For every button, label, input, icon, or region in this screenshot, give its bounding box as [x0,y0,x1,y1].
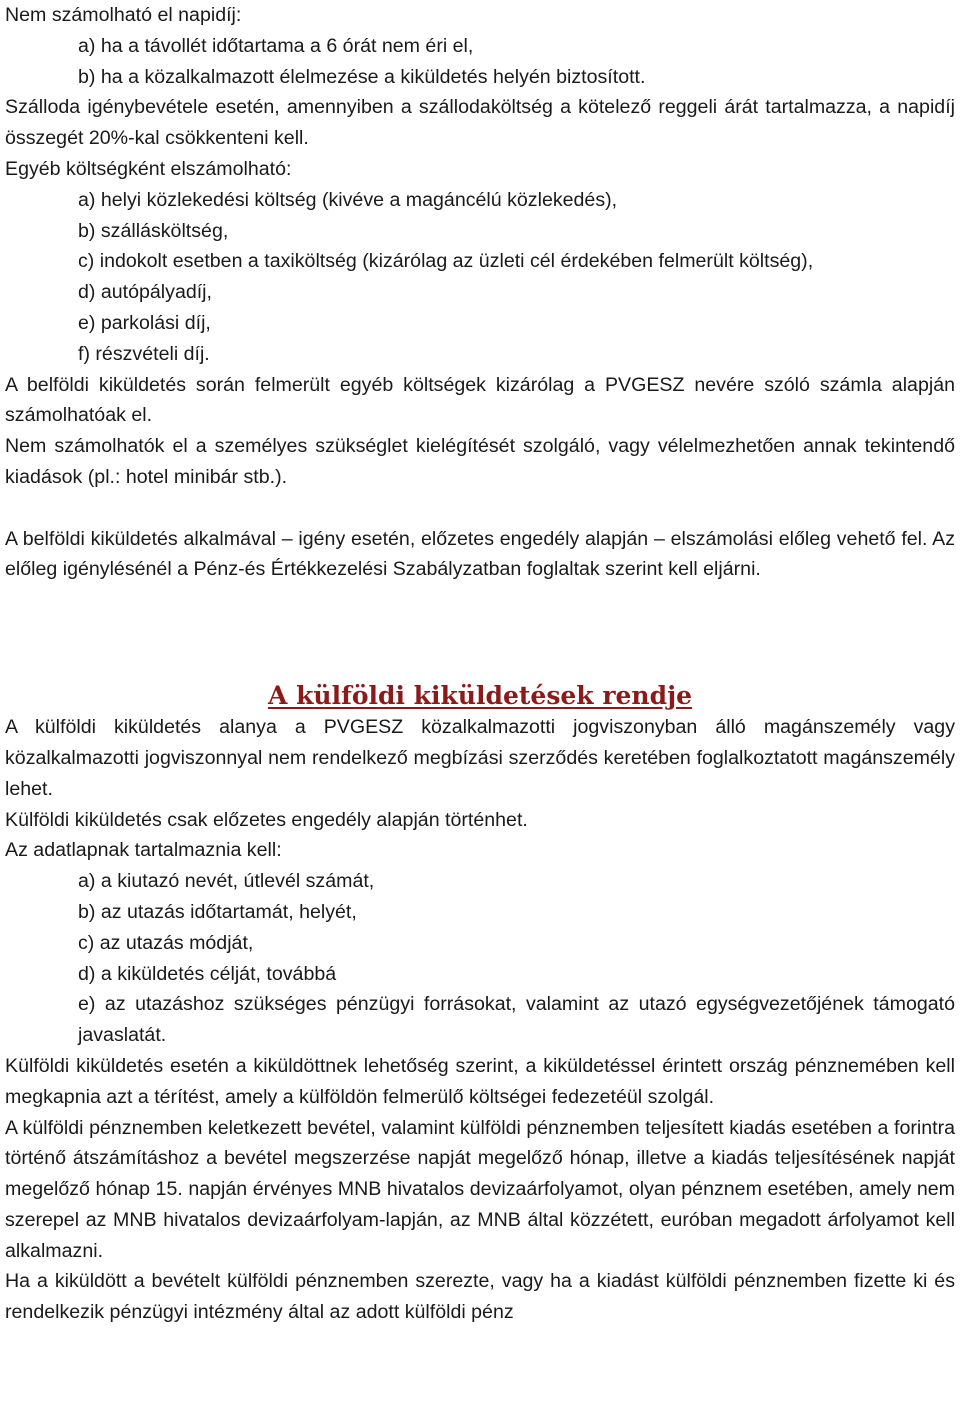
adatlap-item-e: e) az utazáshoz szükséges pénzügyi forrásokat, valamint az utazó egységvezetőjének támogató javaslatát. [78,993,955,1047]
document-page [5,0,955,1328]
egyeb-item-b: b) szállásköltség, [78,219,229,242]
napidij-heading: Nem számolható el napidíj: [5,4,242,26]
bevetel-paragraph: A külföldi pénznemben keletkezett bevétel, valamint külföldi pénznemben teljesített kiadás esetében a forintra történő átszámításhoz a bevétel megszerzése napját megelőző hónap, illetve a kiadás teljesítésének napját megelőző hónap 15. napján érvényes MNB hivatalos devizaárfolyamot, olyan pénznem esetében, amely nem szerepel az MNB hivatalos devizaárfolyam-lapján, az MNB által közzétett, euróban megadott árfolyamot kell alkalmazni. [5,1116,955,1262]
adatlap-item-b: b) az utazás időtartamát, helyét, [78,900,357,923]
szamla-paragraph: A belföldi kiküldetés során felmerült egyéb költségek kizárólag a PVGESZ nevére szóló számla alapján számolhatóak el. [5,373,955,427]
section-title: A külföldi kiküldetések rendje [267,681,693,711]
nem-szamolhatok-paragraph: Nem számolhatók el a személyes szükséglet kielégítését szolgáló, vagy vélelmezhetően annak tekintendő kiadások (pl.: hotel minibár stb.). [5,435,955,488]
engedely-paragraph: Külföldi kiküldetés csak előzetes engedély alapján történhet. [5,808,528,831]
section-spacer [5,585,955,678]
adatlap-item-a: a) a kiutazó nevét, útlevél számát, [78,870,375,893]
egyeb-item-d: d) autópályadíj, [78,281,212,304]
adatlap-item-d: d) a kiküldetés célját, továbbá [78,962,337,985]
napidij-item-b: b) ha a közalkalmazott élelmezése a kiküldetés helyén biztosított. [78,65,646,88]
egyeb-item-c: c) indokolt esetben a taxiköltség (kizárólag az üzleti cél érdekében felmerült költség), [78,250,814,273]
szerezte-paragraph: Ha a kiküldött a bevételt külföldi pénznemben szerezte, vagy ha a kiadást külföldi pénznemben fizette ki és rendelkezik pénzügyi intézmény által az adott külföldi pénz [5,1270,955,1324]
szalloda-paragraph: Szálloda igénybevétele esetén, amennyiben a szállodaköltség a kötelező reggeli árát tartalmazza, a napidíj összegét 20%-kal csökkenteni kell. [5,96,955,150]
adatlap-item-c: c) az utazás módját, [78,931,254,954]
egyeb-item-e: e) parkolási díj, [78,311,211,334]
adatlap-heading: Az adatlapnak tartalmaznia kell: [5,839,282,862]
egyeb-item-a: a) helyi közlekedési költség (kivéve a magáncélú közlekedés), [78,188,618,211]
blank-line [5,493,955,524]
eloleg-paragraph: A belföldi kiküldetés alkalmával – igény esetén, előzetes engedély alapján – elszámolási előleg vehető fel. Az előleg igénylésénél a Pénz-és Értékkezelési Szabályzatban foglaltak szerint kell eljárni. [5,527,955,581]
alanya-paragraph: A külföldi kiküldetés alanya a PVGESZ közalkalmazotti jogviszonyban álló magánszemély vagy közalkalmazotti jogviszonnyal nem rendelkező megbízási szerződés keretében foglalkoztatott magánszemély lehet. [5,716,955,800]
penznem-paragraph: Külföldi kiküldetés esetén a kiküldöttnek lehetőség szerint, a kiküldetéssel érintett ország pénznemében kell megkapnia azt a térítést, amely a külföldön felmerülő költségei fedezetéül szolgál. [5,1054,955,1108]
egyeb-item-f: f) részvételi díj. [78,342,210,365]
egyeb-heading: Egyéb költségként elszámolható: [5,157,292,180]
napidij-item-a: a) ha a távollét időtartama a 6 órát nem éri el, [78,34,474,57]
